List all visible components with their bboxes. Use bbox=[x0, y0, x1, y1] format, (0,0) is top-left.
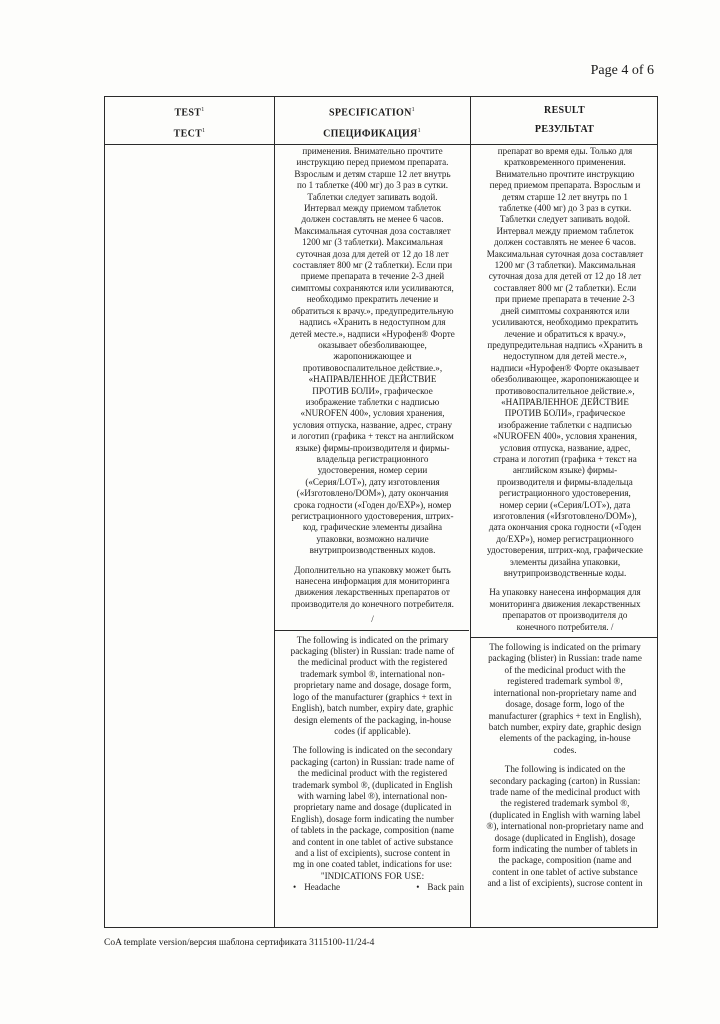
text-line: препарат во время еды. Только для bbox=[497, 146, 633, 156]
header-result bbox=[470, 101, 659, 139]
text-line: 1200 мг (3 таблетки). Максимальная bbox=[494, 260, 636, 271]
spec-monitoring-note bbox=[275, 565, 470, 611]
text-line: должен составлять не менее 6 часов. bbox=[301, 214, 444, 225]
text-line: Интервал между приемом таблеток bbox=[496, 225, 634, 236]
header-test: TEST$^1$ ТЕСТ$^1$ bbox=[173, 107, 206, 140]
text-line: конечного потребителя. / bbox=[516, 621, 614, 632]
text-line: изображение таблетки с надписью bbox=[498, 419, 632, 430]
text-line: регистрационного удостоверения, штрих- bbox=[291, 511, 454, 521]
text-line: design elements of the packaging, in-house bbox=[293, 714, 452, 725]
text-line: the medicinal product with the registered bbox=[297, 768, 448, 779]
text-line: противовоспалительное действие.», bbox=[302, 362, 443, 373]
text-line: перед приемом препарата. Взрослым и bbox=[489, 180, 641, 191]
text-line: инструкцию перед приемом препарата. bbox=[296, 157, 449, 168]
text-line: составляет 800 мг (2 таблетки). Если bbox=[493, 282, 637, 293]
header-spec-ru: СПЕЦИФИКАЦИЯ bbox=[323, 128, 418, 140]
text-line: ®), international non-proprietary name and bbox=[486, 821, 644, 832]
text-line: производителя до конечного потребителя. bbox=[291, 598, 454, 609]
header-spec-en: SPECIFICATION bbox=[329, 107, 412, 119]
text-line: недоступном для детей месте.», bbox=[503, 351, 627, 362]
text-line: ПРОТИВ БОЛИ», графическое bbox=[312, 385, 433, 396]
text-line: Интервал между приемом таблеток bbox=[303, 203, 441, 214]
text-line: Таблетки следует запивать водой. bbox=[307, 191, 438, 202]
text-line: до/EXP»), номер регистрационного bbox=[496, 533, 634, 544]
text-line: изображение таблетки с надписью bbox=[305, 396, 440, 407]
specification-column bbox=[275, 146, 470, 894]
text-line: packaging (blister) in Russian: trade name bbox=[488, 653, 642, 664]
text-line: The following is indicated on the primary bbox=[296, 634, 449, 645]
text-line: mg in one coated tablet, indications for use: bbox=[292, 859, 453, 870]
text-line: trade name of the medicinal product with bbox=[490, 786, 640, 797]
text-line: and a list of excipients), sucrose content in bbox=[487, 878, 643, 889]
text-line: и логотип (графика + текст на английском bbox=[291, 431, 454, 442]
indications-list bbox=[275, 882, 470, 893]
text-line: elements of the packaging, in-house bbox=[499, 733, 631, 744]
text-line: Взрослым и детям старше 12 лет внутрь bbox=[294, 168, 451, 179]
text-line: The following is indicated on the bbox=[504, 764, 626, 775]
indication-item: • Headache bbox=[293, 882, 340, 893]
text-line: детей месте.», надписи «Нурофен® Форте bbox=[290, 328, 455, 339]
text-line: Максимальная суточная доза составляет bbox=[486, 248, 644, 259]
text-line: packaging (blister) in Russian: trade name of bbox=[290, 646, 455, 657]
text-line: дней симптомы сохраняются или bbox=[500, 305, 630, 316]
header-test-ru: ТЕСТ bbox=[173, 128, 203, 140]
text-line: codes (if applicable). bbox=[334, 725, 411, 736]
text-line: движения лекарственных препаратов от bbox=[295, 587, 450, 598]
text-line: приеме препарата в течение 2-3 дней bbox=[300, 271, 445, 282]
text-line: английском языке) фирмы- bbox=[512, 465, 618, 476]
text-line: упаковки, возможно наличие bbox=[316, 533, 429, 544]
result-ru-block bbox=[471, 146, 659, 579]
text-line: усиливаются, необходимо прекратить bbox=[491, 317, 639, 328]
text-line: secondary packaging (carton) in Russian: bbox=[489, 775, 641, 786]
text-line: удостоверения, штрих-код, графические bbox=[487, 545, 643, 556]
text-line: international non-proprietary name and bbox=[493, 687, 637, 698]
text-line: детям старше 12 лет внутрь по 1 bbox=[502, 191, 628, 202]
text-line: the package, composition (name and bbox=[498, 855, 632, 866]
header-specification: SPECIFICATION$^1$ СПЕЦИФИКАЦИЯ$^1$ bbox=[323, 107, 421, 140]
text-line: языке) фирмы-производителя и фирмы- bbox=[295, 442, 450, 453]
text-line: manufacturer (graphics + text in English), bbox=[488, 710, 642, 721]
text-line: Максимальная суточная доза составляет bbox=[294, 225, 451, 236]
text-line: «НАПРАВЛЕННОЕ ДЕЙСТВИЕ bbox=[308, 374, 437, 385]
text-line: («Изготовлено/DOM»), дату окончания bbox=[296, 488, 449, 499]
text-line: dosage (duplicated in English), dosage bbox=[494, 832, 636, 843]
text-line: надпись «Хранить в недоступном для bbox=[299, 317, 446, 328]
text-line: обратиться к врачу.», предупредительную bbox=[291, 305, 454, 316]
text-line: 1200 мг (3 таблетки). Максимальная bbox=[302, 237, 443, 248]
text-line: the medicinal product with the registered bbox=[297, 657, 448, 668]
spec-slash: / bbox=[371, 614, 374, 625]
text-line: the registered trademark symbol ®, bbox=[500, 798, 630, 809]
text-line: симптомы сохраняются или усиливаются, bbox=[291, 282, 454, 293]
text-line: таблетке (400 мг) до 3 раз в сутки. bbox=[498, 203, 632, 214]
specification-table bbox=[104, 96, 658, 928]
text-line: удостоверения, номер серии bbox=[317, 465, 428, 476]
header-result-en: RESULT bbox=[544, 105, 585, 116]
text-line: The following is indicated on the primary bbox=[489, 642, 641, 653]
text-line: ПРОТИВ БОЛИ», графическое bbox=[504, 408, 626, 419]
text-line: надписи «Нурофен® Форте оказывает bbox=[490, 362, 640, 373]
text-line: and a list of excipients), sucrose content in bbox=[294, 847, 451, 858]
text-line: номер серии («Серия/LOT»), дата bbox=[499, 499, 631, 510]
spec-ru-block bbox=[275, 146, 470, 557]
text-line: внутрипроизводственные коды. bbox=[503, 568, 627, 579]
text-line: лечение и обратиться к врачу.», bbox=[504, 328, 626, 339]
text-line: кратковременного применения. bbox=[504, 157, 626, 168]
text-line: применения. Внимательно прочтите bbox=[302, 146, 443, 156]
text-line: dosage, dosage form, logo of the bbox=[505, 699, 625, 710]
text-line: срока годности («Годен до/EXP»), номер bbox=[293, 499, 452, 510]
text-line: препаратов от производителя до bbox=[502, 610, 628, 621]
text-line: владельца регистрационного bbox=[316, 453, 429, 464]
text-line: условия отпуска, название, адрес, страну bbox=[292, 419, 453, 430]
header-result-ru: РЕЗУЛЬТАТ bbox=[534, 124, 595, 135]
text-line: registered trademark symbol ®, bbox=[507, 676, 623, 687]
text-line: обезболивающее, жаропонижающее и bbox=[491, 374, 639, 385]
text-line: противовоспалительное действие.», bbox=[495, 385, 635, 396]
text-line: дата окончания срока годности («Годен bbox=[488, 522, 642, 533]
text-line: жаропонижающее и bbox=[333, 351, 412, 362]
text-line: trademark symbol ®, (duplicated in English bbox=[292, 779, 453, 790]
text-line: код, графические элементы дизайна bbox=[302, 522, 443, 533]
result-monitoring-note bbox=[471, 587, 659, 633]
text-line: («Серия/LOT»), дату изготовления bbox=[305, 476, 440, 487]
text-line: form indicating the number of tablets in bbox=[492, 843, 638, 854]
text-line: of tablets in the package, composition (name bbox=[291, 825, 454, 836]
text-line: «НАПРАВЛЕННОЕ ДЕЙСТВИЕ bbox=[501, 396, 629, 407]
text-line: Таблетки следует запивать водой. bbox=[499, 214, 631, 225]
text-line: суточная доза для детей от 12 до 18 лет bbox=[296, 248, 449, 259]
text-line: нанесена информация для мониторинга bbox=[295, 576, 450, 587]
text-line: суточная доза для детей от 12 до 18 лет bbox=[488, 271, 642, 282]
text-line: регистрационного удостоверения, bbox=[499, 488, 631, 499]
text-line: codes. bbox=[553, 744, 577, 755]
template-version-footer: CoA template version/версия шаблона сертификата 3115100-11/24-4 bbox=[104, 938, 375, 948]
header-test-en: TEST bbox=[174, 107, 202, 119]
text-line: batch number, expiry date, graphic design bbox=[488, 721, 642, 732]
text-line: The following is indicated on the secondary bbox=[292, 745, 453, 756]
spec-secondary-packaging bbox=[275, 745, 470, 882]
text-line: производителя и фирмы-владельца bbox=[497, 476, 633, 487]
text-line: Дополнительно на упаковку может быть bbox=[294, 564, 451, 575]
text-line: элементы дизайна упаковки, bbox=[509, 556, 621, 567]
text-line: Внимательно прочтите инструкцию bbox=[495, 168, 635, 179]
text-line: мониторинга движения лекарственных bbox=[489, 598, 641, 609]
text-line: of the medicinal product with the bbox=[504, 664, 626, 675]
text-line: «NUROFEN 400», условия хранения, bbox=[300, 408, 445, 419]
text-line: условия отпуска, название, адрес, bbox=[499, 442, 631, 453]
text-line: изготовления («Изготовлено/DOM»), bbox=[493, 511, 637, 521]
text-line: content in one tablet of active substance bbox=[492, 866, 638, 877]
text-line: На упаковку нанесена информация для bbox=[489, 587, 641, 598]
text-line: proprietary name and dosage, dosage form, bbox=[293, 680, 452, 691]
text-line: logo of the manufacturer (graphics + text in bbox=[293, 691, 452, 702]
text-line: необходимо прекратить лечение и bbox=[306, 294, 439, 305]
text-line: proprietary name and dosage (duplicated in bbox=[293, 802, 452, 813]
text-line: packaging (carton) in Russian: trade name of bbox=[290, 756, 455, 767]
spec-primary-packaging bbox=[275, 635, 470, 738]
text-line: оказывает обезболивающее, bbox=[318, 339, 427, 350]
text-line: предупредительная надпись «Хранить в bbox=[487, 339, 643, 350]
result-column bbox=[471, 146, 659, 890]
text-line: English), dosage form indicating the number bbox=[291, 813, 454, 824]
text-line: внутрипроизводственных кодов. bbox=[309, 545, 436, 556]
text-line: при приеме препарата в течение 2-3 bbox=[495, 294, 635, 305]
text-line: and content in one tablet of active substance bbox=[292, 836, 453, 847]
text-line: with warning label ®), international non- bbox=[297, 790, 448, 801]
result-primary-packaging bbox=[471, 642, 659, 756]
result-secondary-packaging bbox=[471, 764, 659, 889]
text-line: (duplicated in English with warning label bbox=[489, 809, 641, 820]
text-line: "INDICATIONS FOR USE: bbox=[320, 870, 425, 881]
indication-item: • Back pain bbox=[416, 882, 464, 893]
text-line: «NUROFEN 400», условия хранения, bbox=[492, 431, 637, 442]
text-line: English), batch number, expiry date, graphic bbox=[291, 703, 454, 714]
text-line: составляет 800 мг (2 таблетки). Если при bbox=[292, 260, 453, 271]
text-line: должен составлять не менее 6 часов. bbox=[494, 237, 636, 248]
text-line: страна и логотип (графика + текст на bbox=[493, 453, 637, 464]
text-line: trademark symbol ®, international non- bbox=[300, 668, 445, 679]
text-line: по 1 таблетке (400 мг) до 3 раз в сутки. bbox=[296, 180, 449, 191]
page-number: Page 4 of 6 bbox=[590, 63, 654, 78]
